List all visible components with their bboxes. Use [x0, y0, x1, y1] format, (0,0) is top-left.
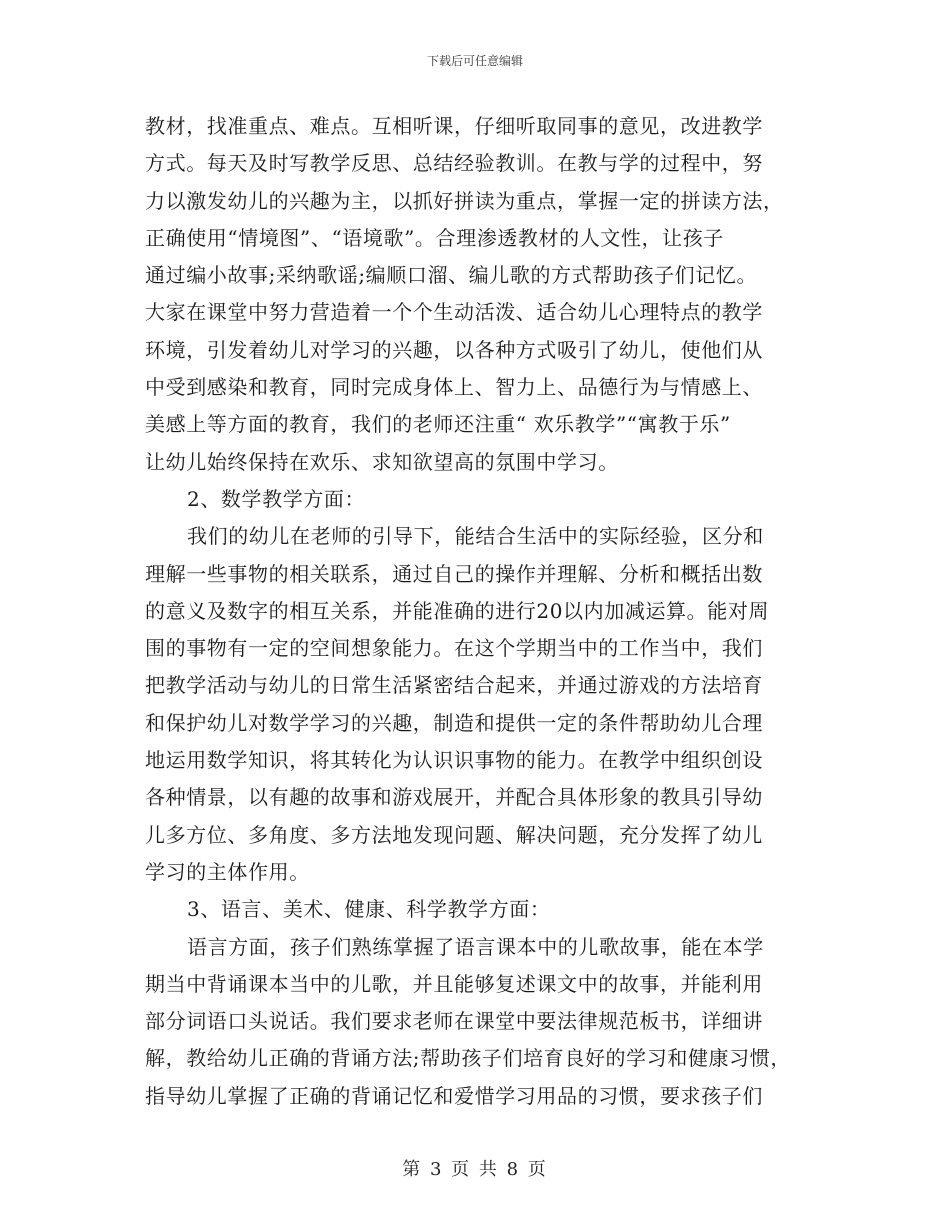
text-line: 理解一些事物的相关联系，通过自己的操作并理解、分析和概括出数 — [145, 561, 763, 586]
text-line: 部分词语口头说话。我们要求老师在课堂中要法律规范板书，详细讲 — [145, 1009, 763, 1034]
text-line: 中受到感染和教育，同时完成身体上、智力上、品德行为与情感上、 — [145, 375, 763, 400]
text-line: 环境，引发着幼儿对学习的兴趣，以各种方式吸引了幼儿，使他们从 — [145, 337, 763, 362]
text-line: 力以激发幼儿的兴趣为主，以抓好拼读为重点，掌握一定的拼读方法， — [145, 188, 784, 213]
text-line: 指导幼儿掌握了正确的背诵记忆和爱惜学习用品的习惯，要求孩子们 — [145, 1083, 763, 1108]
section-heading-language: 3、语言、美术、健康、科学教学方面： — [187, 897, 551, 922]
text-line: 让幼儿始终保持在欢乐、求知欲望高的氛围中学习。 — [145, 449, 619, 474]
text-line: 正确使用“情境图”、“语境歌”。合理渗透教材的人文性，让孩子 — [145, 225, 724, 250]
text-line: 美感上等方面的教育，我们的老师还注重“ 欢乐教学”“寓教于乐” — [145, 412, 731, 437]
text-line: 期当中背诵课本当中的儿歌，并且能够复述课文中的故事，并能利用 — [145, 971, 763, 996]
text-line: 大家在课堂中努力营造着一个个生动活泼、适合幼儿心理特点的教学 — [145, 300, 763, 325]
text-line: 语言方面，孩子们熟练掌握了语言课本中的儿歌故事，能在本学 — [187, 934, 764, 959]
text-line: 把教学活动与幼儿的日常生活紧密结合起来，并通过游戏的方法培育 — [145, 673, 763, 698]
text-line: 围的事物有一定的空间想象能力。在这个学期当中的工作当中，我们 — [145, 636, 763, 661]
text-line: 地运用数学知识，将其转化为认识识事物的能力。在教学中组织创设 — [145, 748, 763, 773]
text-line: 方式。每天及时写教学反思、总结经验教训。在教与学的过程中，努 — [145, 151, 763, 176]
text-line: 通过编小故事;采纳歌谣;编顺口溜、编儿歌的方式帮助孩子们记忆。 — [145, 263, 758, 288]
text-line: 我们的幼儿在老师的引导下，能结合生活中的实际经验，区分和 — [187, 524, 764, 549]
document-body — [145, 108, 805, 1115]
text-line: 学习的主体作用。 — [145, 859, 310, 884]
page-footer: 第 3 页 共 8 页 — [402, 1159, 548, 1180]
section-heading-math: 2、数学教学方面： — [187, 486, 366, 511]
text-line: 解，教给幼儿正确的背诵方法;帮助孩子们培育良好的学习和健康习惯， — [145, 1046, 791, 1071]
text-line: 教材，找准重点、难点。互相听课，仔细听取同事的意见，改进教学 — [145, 114, 763, 138]
text-line: 儿多方位、多角度、多方法地发现问题、解决问题，充分发挥了幼儿 — [145, 822, 763, 847]
page-header: 下载后可任意编辑 — [426, 54, 523, 68]
text-line: 各种情景，以有趣的故事和游戏展开，并配合具体形象的教具引导幼 — [145, 785, 763, 810]
text-line: 的意义及数字的相互关系，并能准确的进行20以内加减运算。能对周 — [145, 598, 770, 623]
text-line: 和保护幼儿对数学学习的兴趣，制造和提供一定的条件帮助幼儿合理 — [145, 710, 763, 735]
